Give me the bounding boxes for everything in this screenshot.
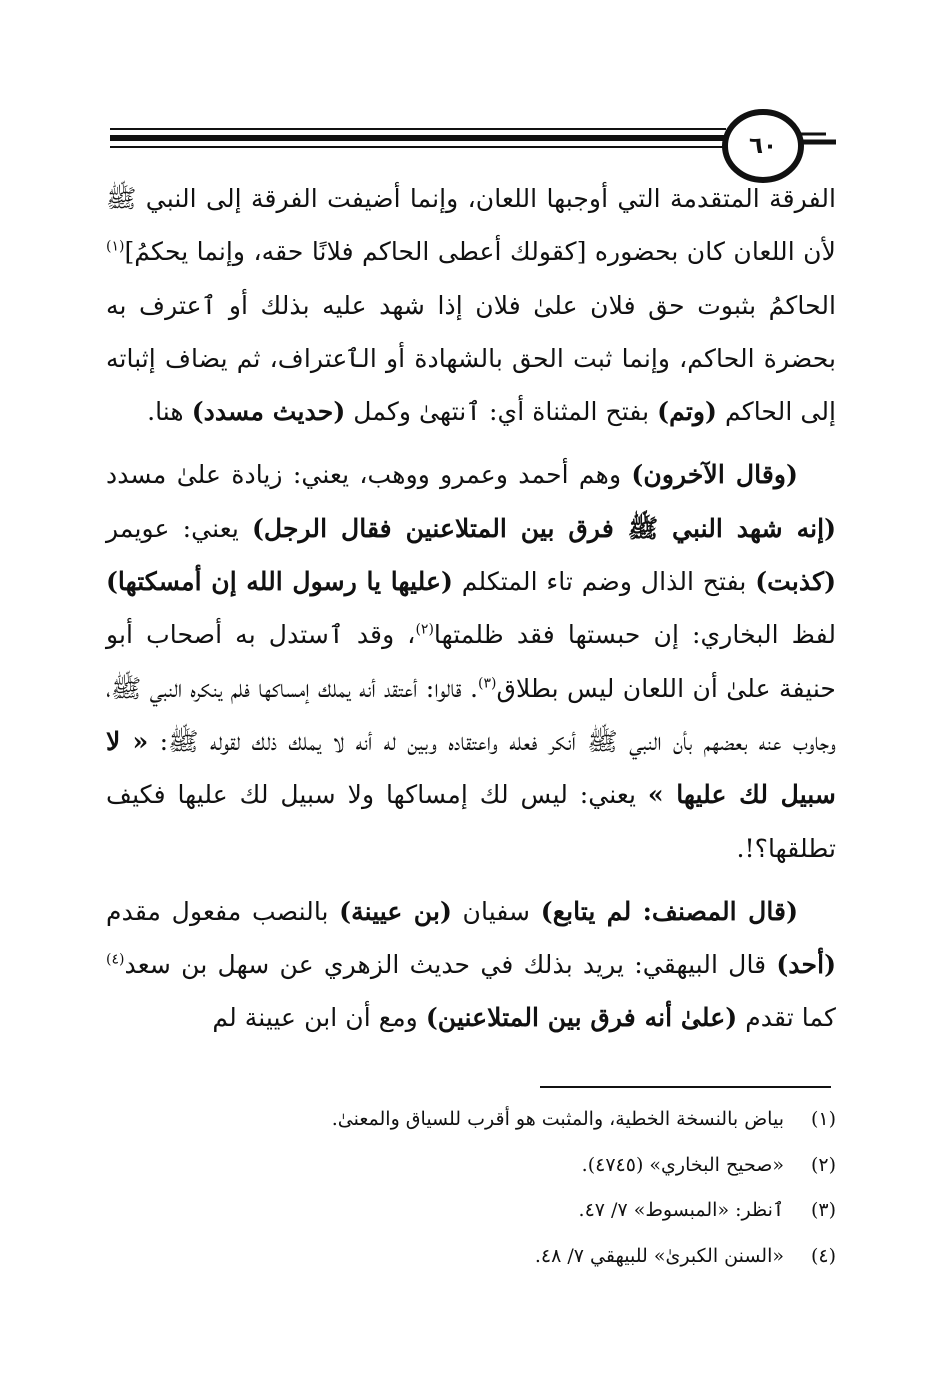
main-text (106, 172, 836, 1045)
footnote-ref: (١) (106, 238, 125, 255)
page-number: ٦٠ (748, 133, 778, 159)
quoted-matn: (أحد) (776, 949, 836, 980)
footnote-text: «صحيح البخاري» (٤٧٤٥). (581, 1153, 784, 1176)
commentary-text: الحاكمُ بثبوت حق فلان علىٰ فلان إذا شهد عليه بذلك أو ٱعترف به بحضرة الحاكم، وإنما ثبت الحق بالشهادة أو الٱعتراف، ثم يضاف إثباته إلى الحاكم (106, 290, 836, 427)
quoted-matn: (وقال الآخرون) (631, 459, 798, 490)
paragraph (106, 885, 836, 1045)
paragraph (106, 448, 836, 874)
footnote-number: (٤) (810, 1244, 836, 1267)
commentary-text: بالنصب مفعول مقدم (106, 896, 340, 926)
footnote (106, 1188, 836, 1234)
footnote (106, 1234, 836, 1280)
footnote-ref: (٢) (415, 621, 434, 638)
quoted-matn: (كذبت) (755, 566, 836, 597)
commentary-text: ومع أن ابن عيينة لم (212, 1003, 426, 1033)
footnote-separator (540, 1086, 831, 1088)
footnotes (106, 1097, 836, 1279)
quoted-matn: (حديث مسدد) (191, 396, 346, 427)
footnote (106, 1143, 836, 1189)
commentary-text: سفيان (451, 896, 541, 926)
footnote-number: (٢) (810, 1153, 836, 1176)
quoted-matn: (علىٰ أنه فرق بين المتلاعنين) (425, 1002, 738, 1033)
footnote-text: بياض بالنسخة الخطية، والمثبت هو أقرب للسياق والمعنىٰ. (331, 1108, 784, 1130)
commentary-text: قال البيهقي: يريد بذلك في حديث الزهري عن سهل بن سعد (124, 950, 777, 980)
footnote-text: «السنن الكبرىٰ» للبيهقي ٧/ ٤٨. (534, 1244, 784, 1267)
footnote-ref: (٤) (106, 951, 125, 968)
commentary-text: . قالوا: أعتقد أنه يملك إمساكها فلم ينكره النبي ﷺ، وجاوب عنه بعضهم بأن النبي ﷺ أنكر فعله واعتقاده وبين له أنه لا يملك ذلك لقوله ﷺ: (106, 673, 836, 756)
footnote-number: (٣) (810, 1199, 836, 1221)
commentary-text: كما تقدم (737, 1003, 836, 1033)
quoted-matn: (عليها يا رسول الله إن أمسكتها) (106, 566, 453, 597)
quoted-matn: (قال المصنف: لم يتابع) (540, 895, 798, 926)
commentary-text: ، وقد ٱستدل به أصحاب أبو حنيفة علىٰ أن اللعان ليس بطلاق (106, 620, 836, 703)
footnote-number: (١) (810, 1108, 836, 1130)
commentary-text: بفتح المثناة أي: ٱنتهىٰ وكمل (345, 397, 658, 427)
footnote-ref: (٣) (477, 675, 497, 692)
commentary-text: بفتح الذال وضم تاء المتكلم (452, 567, 756, 597)
commentary-text: يعني: ليس لك إمساكها ولا سبيل لك عليها فكيف تطلقها؟!. (106, 780, 836, 863)
commentary-text: يعني: عويمر (106, 513, 252, 543)
commentary-text: هنا. (147, 397, 192, 427)
commentary-text: وهم أحمد وعمرو ووهب، يعني: زيادة علىٰ مسدد (106, 460, 632, 490)
quoted-matn: « لا سبيل لك عليها » (106, 725, 836, 810)
footnote (106, 1097, 836, 1143)
quoted-matn: (إنه شهد النبي ﷺ فرق بين المتلاعنين فقال الرجل) (251, 512, 836, 543)
quoted-matn: (بن عيينة) (339, 895, 452, 926)
paragraph (106, 172, 836, 438)
footnote-text: ٱنظر: «المبسوط» ٧/ ٤٧. (578, 1199, 784, 1221)
commentary-text: الفرقة المتقدمة التي أوجبها اللعان، وإنما أضيفت الفرقة إلى النبي ﷺ لأن اللعان كان بحضوره [كقولك أعطى الحاكم فلانًا حقه، وإنما يحكمُ] (106, 184, 836, 267)
quoted-matn: (وتم) (657, 396, 717, 427)
commentary-text: لفظ البخاري: إن حبستها فقد ظلمتها (433, 620, 837, 650)
